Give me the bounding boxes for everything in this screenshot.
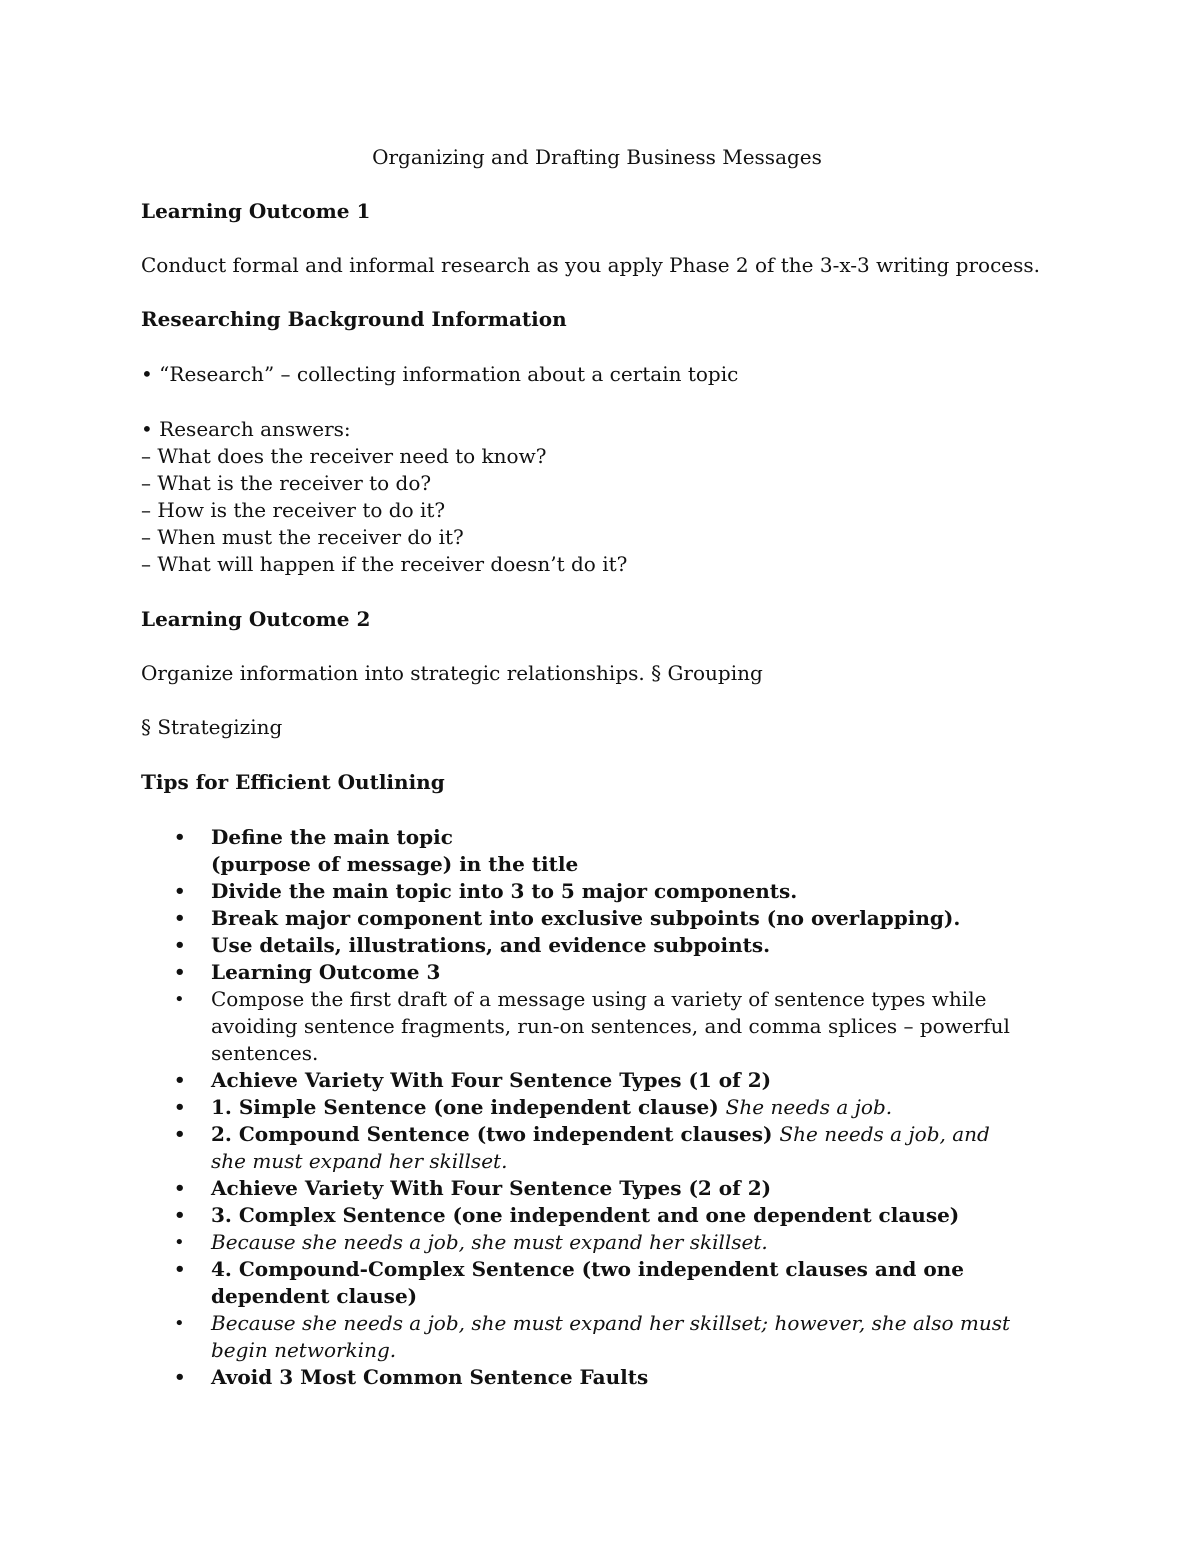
research-heading: Researching Background Information (141, 307, 567, 331)
bullet-icon: • (174, 989, 185, 1010)
research-answer: – What will happen if the receiver doesn’t do it? (141, 552, 628, 576)
research-definition: • “Research” – collecting information about a certain topic (141, 362, 739, 386)
research-answer: – What does the receiver need to know? (141, 444, 547, 468)
bullet-icon: • (174, 1313, 185, 1334)
list-item (0, 878, 1031, 905)
list-item-text: (purpose of message) in the title (211, 852, 579, 876)
research-answers-label: • Research answers: (141, 417, 351, 441)
list-item-text: Learning Outcome 3 (211, 960, 441, 984)
lo2-heading: Learning Outcome 2 (141, 607, 371, 631)
research-answer: – What is the receiver to do? (141, 471, 432, 495)
lo2-text: Organize information into strategic relationships. § Grouping (141, 661, 763, 685)
bullet-icon: • (174, 1178, 186, 1199)
bullet-icon: • (174, 1367, 186, 1388)
list-item (0, 1256, 1031, 1310)
bullet-icon: • (174, 1232, 185, 1253)
list-item-text: Avoid 3 Most Common Sentence Faults (211, 1365, 649, 1389)
list-item-text: Achieve Variety With Four Sentence Types (2 of 2) (211, 1176, 772, 1200)
list-item (0, 959, 1031, 986)
list-item (0, 1175, 1031, 1202)
bullet-icon: • (174, 1124, 186, 1145)
list-item-text: 4. Compound-Complex Sentence (two independent clauses and one dependent clause) (211, 1257, 964, 1308)
list-item-text: Use details, illustrations, and evidence subpoints. (211, 933, 771, 957)
list-item (0, 1202, 1031, 1229)
list-item (0, 1229, 1031, 1256)
list-item (0, 986, 1031, 1067)
tips-list (0, 824, 1200, 1391)
list-item-text: 2. Compound Sentence (two independent clauses) (211, 1122, 780, 1146)
tips-heading: Tips for Efficient Outlining (141, 770, 445, 794)
list-item (0, 1094, 1031, 1121)
list-item (0, 1067, 1031, 1094)
list-item-text: Achieve Variety With Four Sentence Types (1 of 2) (211, 1068, 772, 1092)
document-title: Organizing and Drafting Business Messages (372, 145, 822, 169)
list-item-text: Compose the first draft of a message using a variety of sentence types while avoiding sentence fragments, run-on sentences, and comma splices – powerful sentences. (211, 987, 1010, 1065)
example-sentence: Because she needs a job, she must expand her skillset. (211, 1230, 768, 1254)
example-sentence: She needs a job. (725, 1095, 893, 1119)
bullet-icon: • (174, 1097, 186, 1118)
lo1-heading: Learning Outcome 1 (141, 199, 371, 223)
bullet-icon: • (174, 881, 186, 902)
bullet-icon: • (174, 908, 186, 929)
list-item-text: Break major component into exclusive subpoints (no overlapping). (211, 906, 961, 930)
list-item (0, 1364, 1031, 1391)
list-item-text: Define the main topic (211, 825, 453, 849)
research-answer: – When must the receiver do it? (141, 525, 464, 549)
list-item-text: 3. Complex Sentence (one independent and one dependent clause) (211, 1203, 960, 1227)
bullet-icon: • (174, 1205, 186, 1226)
bullet-icon: • (174, 1070, 186, 1091)
example-sentence: Because she needs a job, she must expand her skillset; however, she also must begin networking. (211, 1311, 1011, 1362)
list-item-text: Divide the main topic into 3 to 5 major components. (211, 879, 798, 903)
lo1-text: Conduct formal and informal research as you apply Phase 2 of the 3-x-3 writing process. (141, 253, 1041, 277)
bullet-icon: • (174, 827, 186, 848)
list-item (0, 1310, 1031, 1364)
bullet-icon: • (174, 1259, 186, 1280)
research-answer: – How is the receiver to do it? (141, 498, 446, 522)
list-item (0, 932, 1031, 959)
lo2-text-2: § Strategizing (141, 715, 283, 739)
bullet-icon: • (174, 935, 186, 956)
list-item (0, 1121, 1031, 1175)
example-sentence: She needs a job, and she must expand her skillset. (211, 1122, 990, 1173)
list-item (0, 905, 1031, 932)
bullet-icon: • (174, 962, 186, 983)
list-item (0, 824, 1031, 878)
list-item-text: 1. Simple Sentence (one independent clause) (211, 1095, 726, 1119)
